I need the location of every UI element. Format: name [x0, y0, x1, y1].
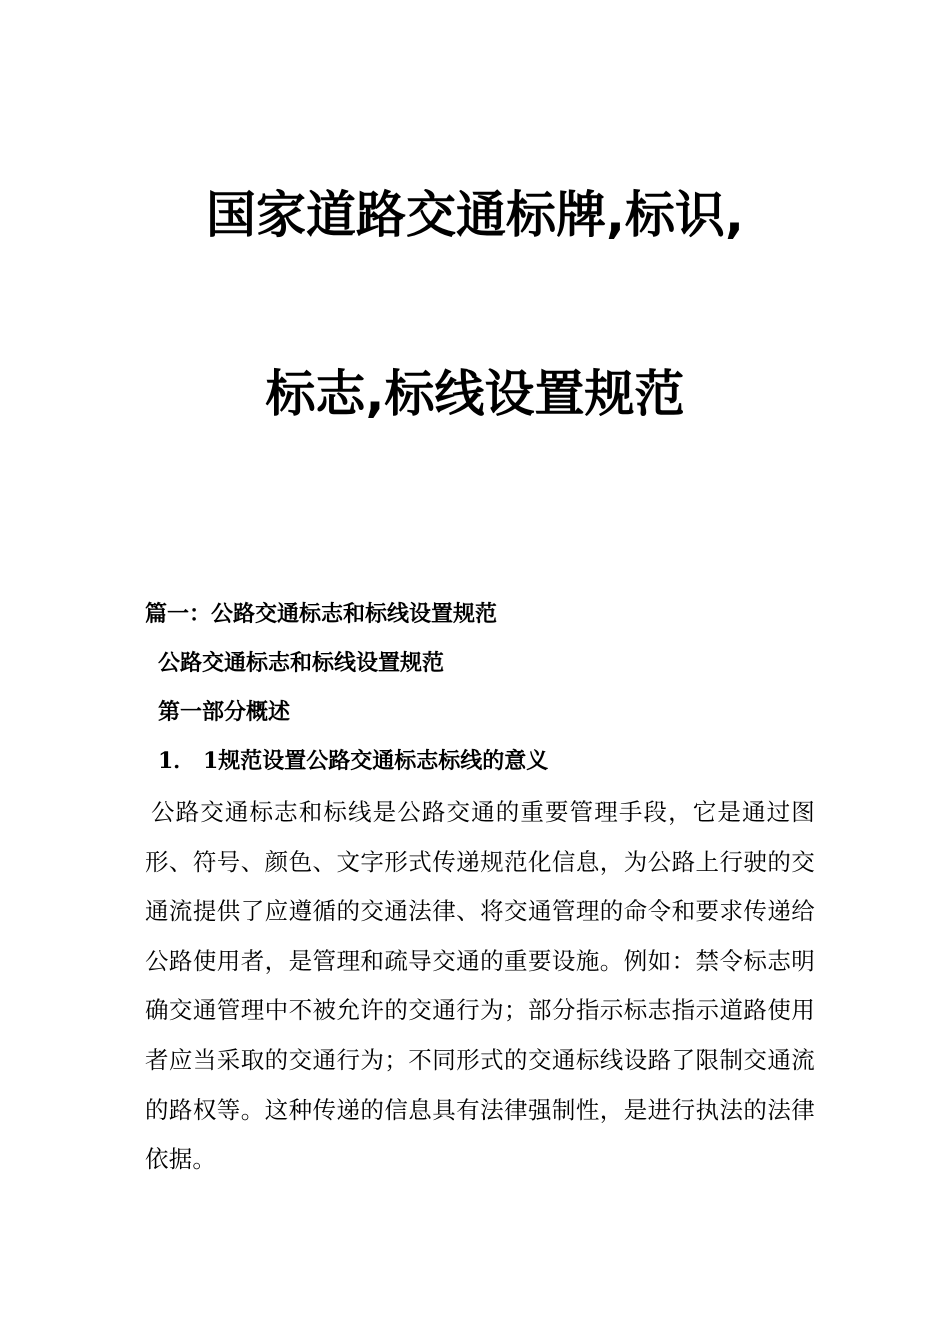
body-paragraph: 公路交通标志和标线是公路交通的重要管理手段，它是通过图形、符号、颜色、文字形式传递规范化信息，为公路上行驶的交通流提供了应遵循的交通法律、将交通管理的命令和要求传递给公路使用者，是管理和疏导交通的重要设施。例如：禁令标志明确交通管理中不被允许的交通行为；部分指示标志指示道路使用者应当采取的交通行为；不同形式的交通标线设路了限制交通流的路权等。这种传递的信息具有法律强制性，是进行执法的法律依据。 — [145, 798, 815, 1174]
section-heading: 篇一：公路交通标志和标线设置规范 — [145, 601, 498, 627]
document-title-line-1: 国家道路交通标牌,标识, — [206, 186, 744, 244]
part-heading: 第一部分概述 — [158, 699, 291, 725]
sub-heading: 公路交通标志和标线设置规范 — [158, 650, 445, 676]
document-body — [145, 590, 815, 1185]
document-title-line-2: 标志,标线设置规范 — [265, 365, 685, 423]
clause-heading: 1． 1规范设置公路交通标志标线的意义 — [158, 748, 549, 774]
